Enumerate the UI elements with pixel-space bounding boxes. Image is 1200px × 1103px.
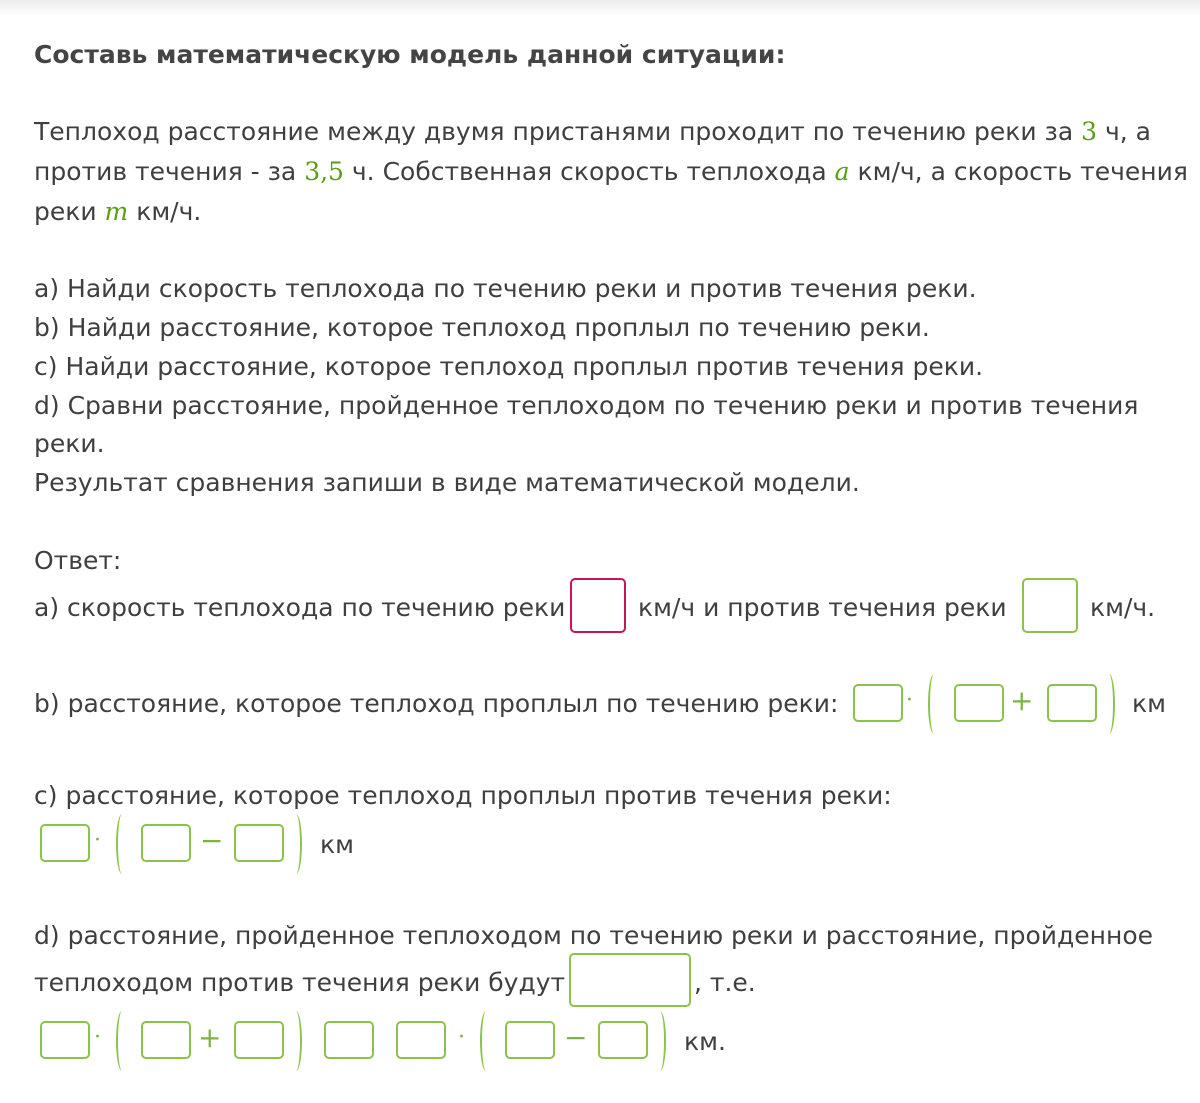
answer-a-text-3: км/ч. [1090, 593, 1156, 622]
distance-upstream-time-input[interactable] [40, 824, 90, 862]
right-paren [290, 814, 302, 874]
problem-text: км/ч, а скорость течения [849, 157, 1188, 186]
answer-d-text-1: d) расстояние, пройденное теплоходом по течению реки и расстояние, пройденное [34, 921, 1154, 950]
compare-left-term2-input[interactable] [234, 1021, 284, 1059]
problem-text: против течения - за [34, 157, 305, 186]
answer-d-unit: км. [684, 1027, 726, 1056]
task-title: Составь математическую модель данной ситуации: [34, 40, 786, 69]
number-hours-downstream: 3 [1081, 117, 1097, 146]
speed-downstream-input[interactable] [570, 578, 626, 633]
right-paren [654, 1011, 666, 1071]
left-paren [116, 1011, 128, 1071]
distance-downstream-term1-input[interactable] [954, 684, 1004, 722]
item-c: c) Найди расстояние, которое теплоход проплыл против течения реки. [34, 352, 984, 381]
answer-d-text-3: , т.е. [694, 968, 756, 997]
right-paren [1103, 674, 1115, 734]
answer-b-unit: км [1132, 689, 1166, 718]
item-b: b) Найди расстояние, которое теплоход проплыл по течению реки. [34, 313, 930, 342]
answer-a-text-1: a) скорость теплохода по течению реки [34, 593, 566, 622]
right-paren [290, 1011, 302, 1071]
distance-downstream-time-input[interactable] [853, 684, 903, 722]
variable-a: a [834, 157, 850, 186]
minus-sign: − [200, 824, 224, 857]
left-paren [116, 814, 128, 874]
item-a: a) Найди скорость теплохода по течению реки и против течения реки. [34, 274, 977, 303]
problem-text: ч. Собственная скорость теплохода [343, 157, 835, 186]
answer-c-unit: км [320, 830, 354, 859]
answer-c-text: c) расстояние, которое теплоход проплыл против течения реки: [34, 781, 892, 810]
answer-b-text: b) расстояние, которое теплоход проплыл по течению реки: [34, 689, 839, 718]
compare-right-term1-input[interactable] [505, 1021, 555, 1059]
compare-right-time-input[interactable] [396, 1021, 446, 1059]
distance-upstream-term1-input[interactable] [141, 824, 191, 862]
left-paren [928, 674, 940, 734]
plus-sign: + [1010, 684, 1034, 717]
problem-line-1 [34, 112, 1151, 151]
problem-line-3 [34, 192, 201, 231]
distance-upstream-term2-input[interactable] [234, 824, 284, 862]
problem-text: реки [34, 197, 105, 226]
item-result: Результат сравнения запиши в виде математической модели. [34, 468, 860, 497]
problem-line-2 [34, 152, 1188, 191]
answer-label: Ответ: [34, 546, 122, 575]
multiply-sign: · [458, 1025, 465, 1050]
compare-left-time-input[interactable] [40, 1021, 90, 1059]
top-shadow [0, 0, 1200, 16]
compare-right-term2-input[interactable] [598, 1021, 648, 1059]
plus-sign: + [198, 1021, 222, 1054]
distance-downstream-term2-input[interactable] [1047, 684, 1097, 722]
speed-upstream-input[interactable] [1022, 578, 1078, 633]
answer-d-text-2: теплоходом против течения реки будут [34, 968, 566, 997]
multiply-sign: · [906, 688, 913, 713]
minus-sign: − [564, 1021, 588, 1054]
variable-m: m [104, 197, 129, 226]
multiply-sign: · [94, 828, 101, 853]
number-hours-upstream: 3,5 [304, 157, 344, 186]
item-d-cont: реки. [34, 429, 105, 458]
compare-left-term1-input[interactable] [141, 1021, 191, 1059]
problem-text: ч, а [1097, 117, 1151, 146]
comparison-result-input[interactable] [569, 953, 691, 1007]
answer-a-text-2: км/ч и против течения реки [638, 593, 1007, 622]
problem-text: км/ч. [128, 197, 202, 226]
item-d: d) Сравни расстояние, пройденное теплоходом по течению реки и против течения [34, 391, 1139, 420]
problem-text: Теплоход расстояние между двумя пристанями проходит по течению реки за [34, 117, 1082, 146]
left-paren [480, 1011, 492, 1071]
compare-sign-input[interactable] [324, 1021, 374, 1059]
multiply-sign: · [94, 1025, 101, 1050]
